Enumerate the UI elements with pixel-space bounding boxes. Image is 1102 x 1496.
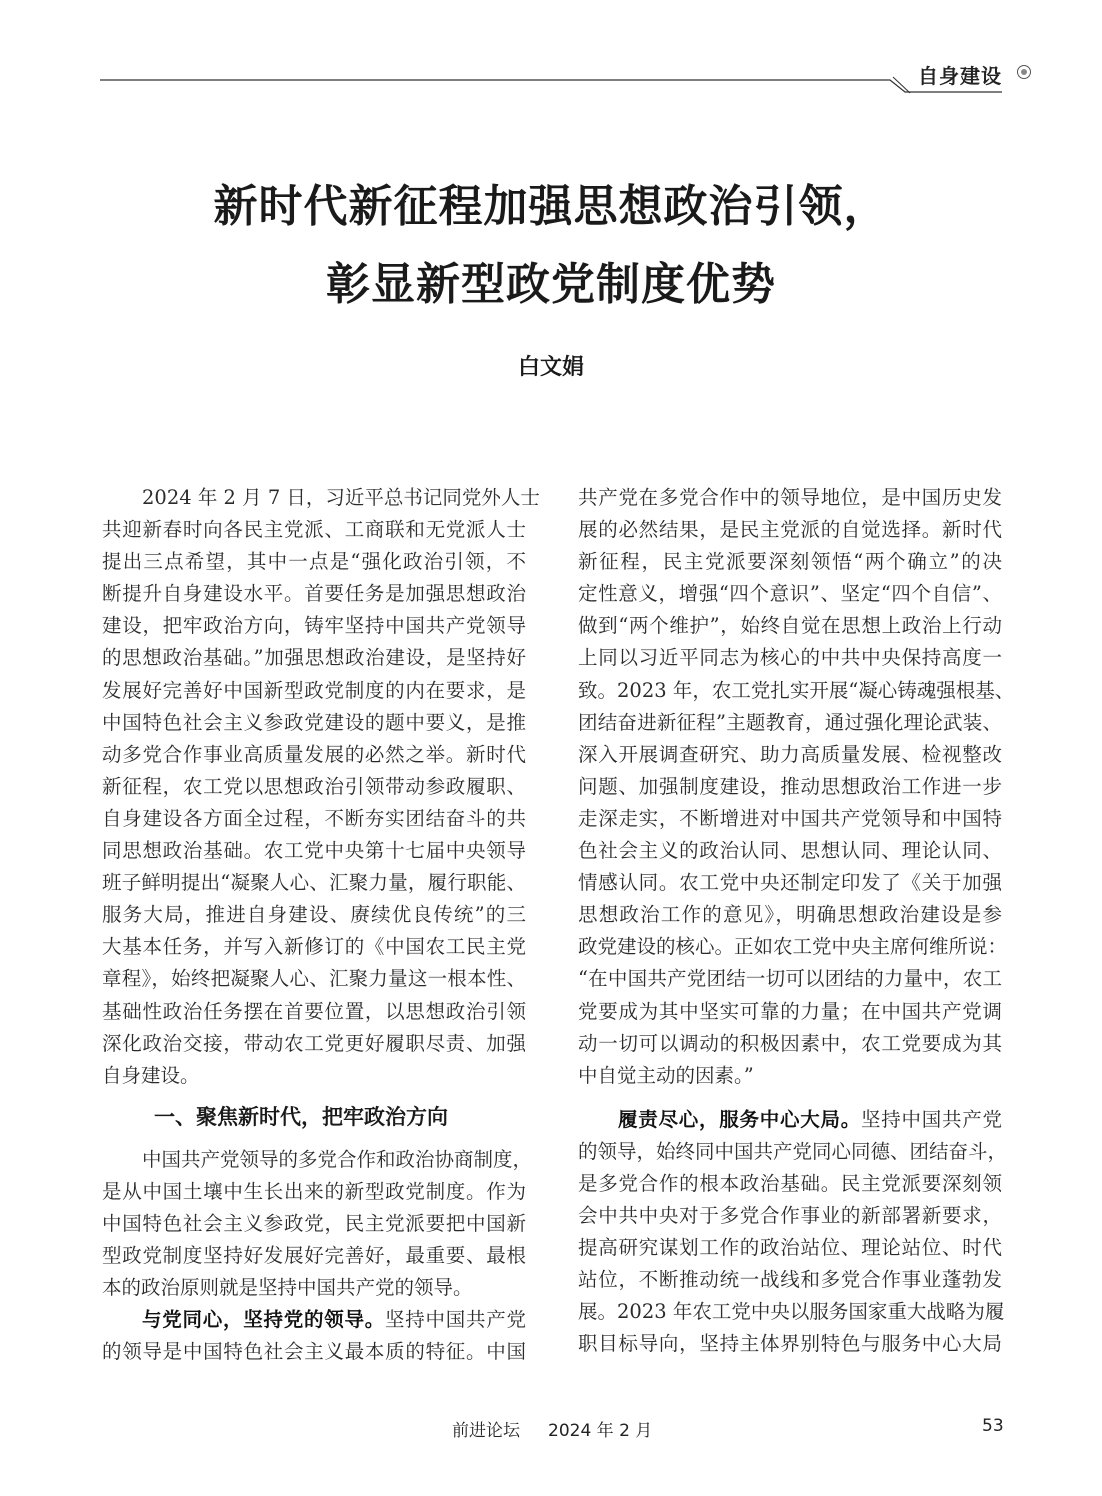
text-line: 新征程，农工党以思想政治引领带动参政履职、 [102,774,526,798]
footer-journal: 前进论坛 [452,1421,520,1441]
left-column [102,482,540,1368]
text-line: 同思想政治基础。农工党中央第十七届中央领导 [102,839,526,863]
paragraph [578,1104,1008,1361]
paragraph-lead: 履责尽心，服务中心大局。 [618,1107,861,1131]
text-line: 2024 年 2 月 7 日，习近平总书记同党外人士 [142,486,540,509]
text-line: 中国特色社会主义参政党，民主党派要把中国新 [102,1211,526,1235]
text-line: 提高研究谋划工作的政治站位、理论站位、时代 [578,1236,1002,1260]
text-line: 是多党合作的根本政治基础。民主党派要深刻领 [578,1171,1002,1195]
section-heading: 一、聚焦新时代，把牢政治方向 [154,1104,448,1129]
right-column [578,482,1015,1361]
article-title-line-1: 新时代新征程加强思想政治引领， [213,181,889,232]
text-line: 的思想政治基础。”加强思想政治建设，是坚持好 [102,646,526,670]
text-line: 是从中国土壤中生长出来的新型政党制度。作为 [102,1179,526,1203]
text-line: 定性意义，增强“四个意识”、坚定“四个自信”、 [578,582,1002,606]
text-line: 新征程，民主党派要深刻领悟“两个确立”的决 [578,550,1002,574]
text-line: 章程》，始终把凝聚人心、汇聚力量这一根本性、 [102,967,526,991]
paragraph [102,1304,526,1368]
text-line: 本的政治原则就是坚持中国共产党的领导。 [102,1276,473,1300]
text-line: 提出三点希望，其中一点是“强化政治引领，不 [102,550,526,574]
text-line: 思想政治工作的意见》，明确思想政治建设是参 [578,903,1002,927]
text-line: 展。2023 年农工党中央以服务国家重大战略为履 [578,1300,1005,1324]
text-line: 上同以习近平同志为核心的中共中央保持高度一 [578,646,1002,670]
text-line: 政党建设的核心。正如农工党中央主席何维所说： [578,935,1008,959]
text-line: 色社会主义的政治认同、思想认同、理论认同、 [578,839,1002,863]
text-line: 共迎新春时向各民主党派、工商联和无党派人士 [102,518,526,542]
text-line: 致。2023 年，农工党扎实开展“凝心铸魂强根基、 [578,678,1015,702]
text-line: 服务大局，推进自身建设、赓续优良传统”的三 [102,903,526,927]
text-line: 中自觉主动的因素。” [578,1063,754,1087]
text-line: 基础性政治任务摆在首要位置，以思想政治引领 [102,999,526,1023]
text-line: 断提升自身建设水平。首要任务是加强思想政治 [102,582,526,606]
text-line: 大基本任务，并写入新修订的《中国农工民主党 [102,935,526,959]
paragraph-gap [578,1092,1002,1104]
text-line: 自身建设。 [102,1063,200,1087]
section-label: 自身建设 [918,64,1002,88]
paragraph [578,482,1015,1092]
text-line: 动一切可以调动的积极因素中，农工党要成为其 [578,1031,1002,1055]
author-name: 白文娟 [517,355,584,380]
text-line: 发展好完善好中国新型政党制度的内在要求，是 [102,678,526,702]
text-line: 职目标导向，坚持主体界别特色与服务中心大局 [578,1332,1002,1356]
page-number: 53 [982,1416,1004,1436]
paragraph-lead: 与党同心，坚持党的领导。 [142,1308,385,1332]
paragraph [102,1144,533,1304]
text-line: 深化政治交接，带动农工党更好履职尽责、加强 [102,1031,526,1055]
text-line [578,1104,1002,1136]
text-line: 动多党合作事业高质量发展的必然之举。新时代 [102,742,526,766]
text-line: 走深走实，不断增进对中国共产党领导和中国特 [578,806,1002,830]
text-line: 党要成为其中坚实可靠的力量；在中国共产党调 [578,999,1002,1023]
text-line: 深入开展调查研究、助力高质量发展、检视整改 [578,742,1002,766]
text-line: 中国特色社会主义参政党建设的题中要义，是推 [102,710,526,734]
text-line: 班子鲜明提出“凝聚人心、汇聚力量，履行职能、 [102,871,526,895]
text-line: 共产党在多党合作中的领导地位，是中国历史发 [578,486,1002,509]
footer-issue: 2024 年 2 月 [548,1421,653,1441]
text-line: 的领导是中国特色社会主义最本质的特征。中国 [102,1340,526,1364]
paragraph-text: 坚持中国共产党 [860,1107,1002,1131]
text-line: 团结奋进新征程”主题教育，通过强化理论武装、 [578,710,1002,734]
text-line: 展的必然结果，是民主党派的自觉选择。新时代 [578,518,1002,542]
text-line: 问题、加强制度建设，推动思想政治工作进一步 [578,774,1002,798]
text-line: 情感认同。农工党中央还制定印发了《关于加强 [578,871,1002,895]
text-line: 建设，把牢政治方向，铸牢坚持中国共产党领导 [102,614,526,638]
text-line: 站位，不断推动统一战线和多党合作事业蓬勃发 [578,1268,1002,1292]
circle-dot-icon [1017,65,1031,79]
text-line: 做到“两个维护”，始终自觉在思想上政治上行动 [578,614,1002,638]
paragraph-text: 坚持中国共产党 [384,1308,526,1332]
text-line: 会中共中央对于多党合作事业的新部署新要求， [578,1204,1002,1228]
text-line: 中国共产党领导的多党合作和政治协商制度， [142,1147,533,1171]
text-line: 自身建设各方面全过程，不断夯实团结奋斗的共 [102,806,526,830]
text-line: 型政党制度坚持好发展好完善好，最重要、最根 [102,1244,526,1268]
text-line: “在中国共产党团结一切可以团结的力量中，农工 [578,967,1002,991]
article-title-line-2: 彰显新型政党制度优势 [326,259,776,310]
text-line [102,1304,526,1336]
paragraph [102,482,540,1092]
text-line: 的领导，始终同中国共产党同心同德、团结奋斗， [578,1139,1008,1163]
